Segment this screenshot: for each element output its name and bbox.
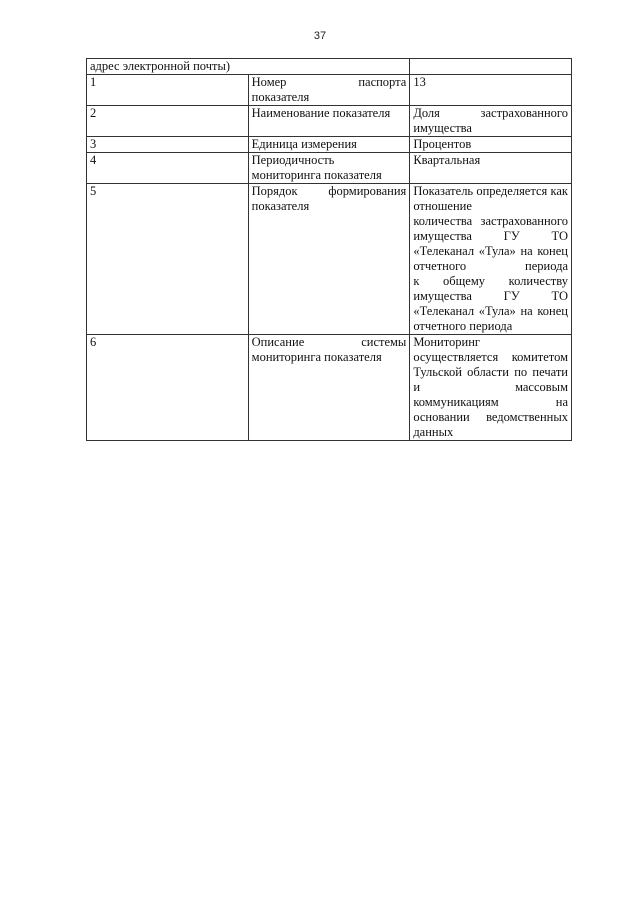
row-value-line: «Телеканал «Тула» на конец отчетного периода: [413, 244, 568, 273]
row-number: 6: [87, 335, 249, 441]
row-label-line: Периодичность: [251, 153, 335, 167]
row-label-line: Описание системы: [251, 335, 407, 349]
row-number: 2: [87, 106, 249, 137]
table-row-header: [87, 59, 572, 75]
row-value-line: «Телеканал «Тула» на конец отчетного периода: [413, 304, 568, 333]
header-left-cell: адрес электронной почты): [87, 59, 410, 75]
row-label: [248, 106, 410, 137]
row-value-line: количества застрахованного имущества ГУ ТО: [413, 214, 568, 243]
table-row: [87, 153, 572, 184]
row-label: [248, 184, 410, 335]
row-label-line: мониторинга показателя: [251, 168, 382, 182]
row-value-line: данных: [413, 425, 454, 439]
row-label-line: Единица измерения: [251, 137, 357, 151]
row-label-line: Порядок формирования: [251, 184, 407, 198]
row-value-line: Процентов: [413, 137, 472, 151]
row-label-line: Номер паспорта: [251, 75, 407, 89]
row-value: [410, 335, 572, 441]
table-row: [87, 106, 572, 137]
row-label: [248, 137, 410, 153]
row-number: 4: [87, 153, 249, 184]
table-row: [87, 137, 572, 153]
row-label-line: мониторинга показателя: [251, 350, 382, 364]
header-right-cell: [410, 59, 572, 75]
row-value: [410, 106, 572, 137]
row-value-line: Мониторинг осуществляется комитетом: [413, 335, 568, 364]
row-label-line: Наименование показателя: [251, 106, 391, 120]
row-value-line: Показатель определяется как отношение: [413, 184, 568, 213]
row-label-line: показателя: [251, 199, 310, 213]
page-number: 37: [313, 30, 327, 42]
row-value-line: Доля застрахованного имущества: [413, 106, 568, 135]
table-row: [87, 335, 572, 441]
table-row: [87, 75, 572, 106]
indicator-passport-table: [86, 58, 572, 441]
table-row: [87, 184, 572, 335]
row-label: [248, 75, 410, 106]
row-number: 5: [87, 184, 249, 335]
row-label: [248, 153, 410, 184]
row-label: [248, 335, 410, 441]
row-value: [410, 137, 572, 153]
row-value: [410, 184, 572, 335]
row-value-line: к общему количеству имущества ГУ ТО: [413, 274, 568, 303]
row-value: [410, 153, 572, 184]
row-label-line: показателя: [251, 90, 310, 104]
row-number: 3: [87, 137, 249, 153]
row-value-line: Тульской области по печати и массовым: [413, 365, 568, 394]
row-number: 1: [87, 75, 249, 106]
row-value-line: 13: [413, 75, 426, 89]
row-value-line: коммуникациям на основании ведомственных: [413, 395, 568, 424]
row-value-line: Квартальная: [413, 153, 481, 167]
row-value: [410, 75, 572, 106]
